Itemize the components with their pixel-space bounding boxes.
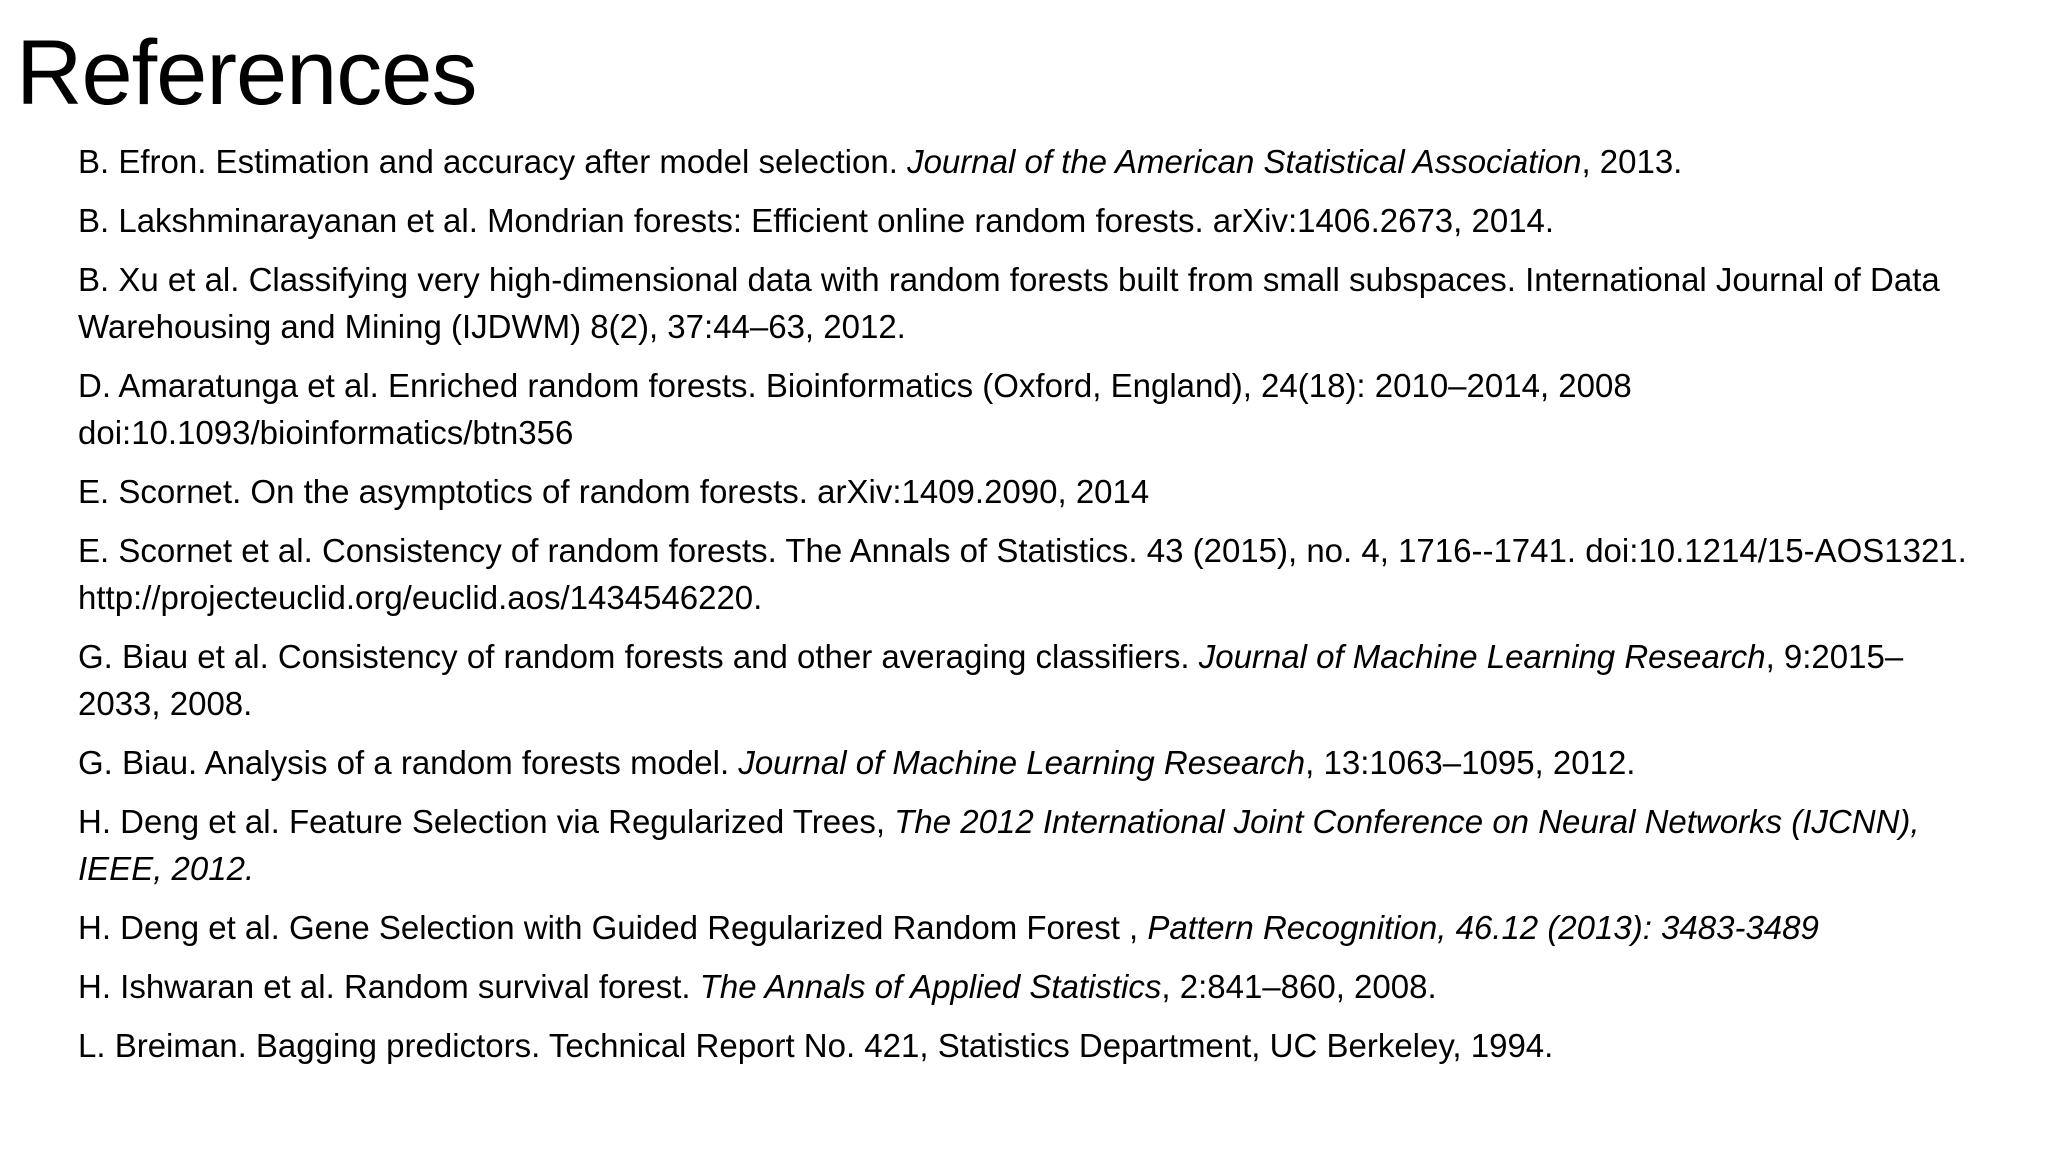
reference-item	[78, 138, 1978, 185]
reference-item	[78, 468, 1978, 515]
reference-item	[78, 739, 1978, 786]
reference-list	[78, 138, 1978, 1081]
reference-suffix: , 2:841–860, 2008.	[1161, 968, 1437, 1005]
reference-venue: Pattern Recognition, 46.12 (2013): 3483-3489	[1147, 909, 1819, 946]
reference-suffix: , 2013.	[1581, 143, 1683, 180]
reference-text: B. Xu et al. Classifying very high-dimensional data with random forests built from small subspaces. International Journal of Data Warehousing and Mining (IJDWM) 8(2), 37:44–63, 2012.	[78, 261, 1940, 345]
reference-venue: Journal of the American Statistical Association	[907, 143, 1582, 180]
reference-item	[78, 633, 1978, 727]
reference-venue: The Annals of Applied Statistics	[699, 968, 1162, 1005]
reference-item	[78, 527, 1978, 621]
reference-venue: The 2012 International Joint Conference on Neural Networks (IJCNN), IEEE, 2012.	[78, 803, 1920, 887]
reference-suffix: , 13:1063–1095, 2012.	[1305, 744, 1636, 781]
reference-text: E. Scornet et al. Consistency of random forests. The Annals of Statistics. 43 (2015), no. 4, 1716--1741. doi:10.1214/15-AOS1321. http://projecteuclid.org/euclid.aos/1434546220.	[78, 532, 1967, 616]
slide-title: References	[16, 22, 477, 124]
reference-text: G. Biau et al. Consistency of random forests and other averaging classifiers.	[78, 638, 1199, 675]
reference-venue: Journal of Machine Learning Research	[738, 744, 1306, 781]
reference-text: D. Amaratunga et al. Enriched random forests. Bioinformatics (Oxford, England), 24(18): 2010–2014, 2008 doi:10.1093/bioinformatics/btn356	[78, 367, 1632, 451]
reference-item	[78, 963, 1978, 1010]
reference-text: H. Deng et al. Gene Selection with Guided Regularized Random Forest ,	[78, 909, 1148, 946]
reference-item	[78, 1022, 1978, 1069]
reference-item	[78, 798, 1978, 892]
reference-text: L. Breiman. Bagging predictors. Technical Report No. 421, Statistics Department, UC Berkeley, 1994.	[78, 1027, 1554, 1064]
reference-item	[78, 362, 1978, 456]
reference-text: G. Biau. Analysis of a random forests model.	[78, 744, 739, 781]
reference-venue: Journal of Machine Learning Research	[1198, 638, 1766, 675]
reference-text: B. Efron. Estimation and accuracy after model selection.	[78, 143, 908, 180]
reference-item	[78, 904, 1978, 951]
reference-text: B. Lakshminarayanan et al. Mondrian forests: Efficient online random forests. arXiv:1406.2673, 2014.	[78, 202, 1555, 239]
reference-item	[78, 197, 1978, 244]
reference-text: H. Ishwaran et al. Random survival forest.	[78, 968, 700, 1005]
reference-item	[78, 256, 1978, 350]
reference-text: E. Scornet. On the asymptotics of random forests. arXiv:1409.2090, 2014	[78, 473, 1150, 510]
reference-text: H. Deng et al. Feature Selection via Regularized Trees,	[78, 803, 895, 840]
reference-suffix: , 9:2015–2033, 2008.	[78, 638, 1904, 722]
